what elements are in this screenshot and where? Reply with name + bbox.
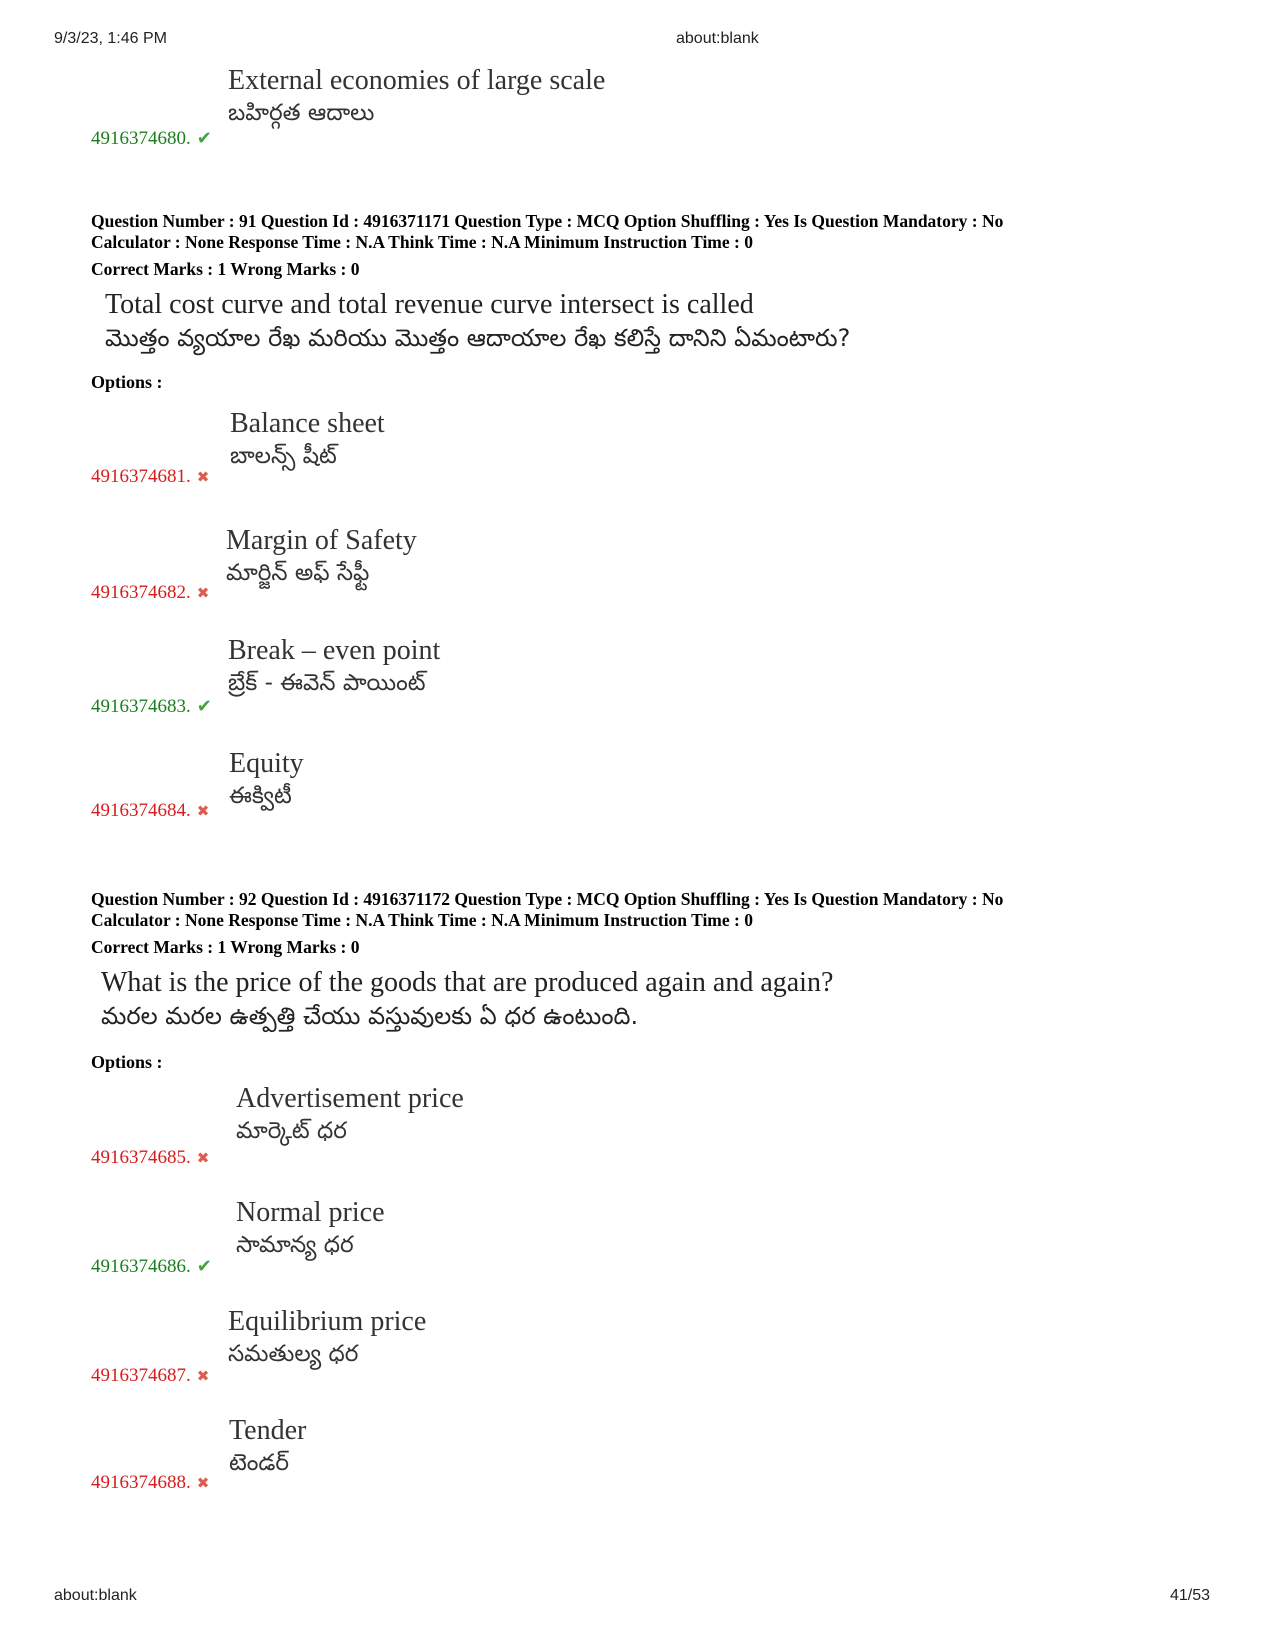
option-id-text: 4916374681. (91, 466, 191, 487)
option-id (91, 696, 212, 718)
option-id-text: 4916374685. (91, 1147, 191, 1168)
option-id (91, 466, 209, 488)
option-text-en: Break – even point (228, 635, 441, 666)
option-text-te: సమతుల్య ధర (228, 1341, 359, 1367)
option-block (236, 1196, 385, 1260)
option-text-te: టెండర్ (229, 1450, 290, 1476)
option-text-en: Margin of Safety (226, 525, 417, 556)
option-block (226, 524, 417, 588)
option-block (236, 1082, 464, 1146)
print-datetime: 9/3/23, 1:46 PM (54, 30, 167, 47)
option-text-te: ఈక్విటీ (229, 783, 292, 809)
cross-icon: ✖ (196, 802, 210, 820)
question-text (101, 966, 833, 1032)
question-meta-line1: Question Number : 91 Question Id : 4916371171 Question Type : MCQ Option Shuffling : Yes Is Question Mandatory : No (91, 211, 1004, 231)
option-id (91, 800, 209, 822)
cross-icon: ✖ (196, 584, 210, 602)
check-icon: ✔ (196, 128, 212, 149)
option-id-text: 4916374684. (91, 800, 191, 821)
option-id (91, 1472, 209, 1494)
option-block (230, 407, 385, 471)
option-id (91, 1256, 212, 1278)
option-text-en: External economies of large scale (228, 65, 606, 96)
option-id-text: 4916374682. (91, 582, 191, 603)
print-page-number: 41/53 (1170, 1587, 1211, 1604)
cross-icon: ✖ (196, 1474, 210, 1492)
option-text-te: మార్కెట్ ధర (236, 1118, 347, 1144)
question-meta-line2: Calculator : None Response Time : N.A Think Time : N.A Minimum Instruction Time : 0 (91, 910, 753, 930)
question-text-te: మొత్తం వ్యయాల రేఖ మరియు మొత్తం ఆదాయాల రేఖ కలిస్తే దానిని ఏమంటారు? (105, 324, 851, 352)
option-id (91, 128, 212, 150)
question-meta-line1: Question Number : 92 Question Id : 4916371172 Question Type : MCQ Option Shuffling : Yes Is Question Mandatory : No (91, 889, 1004, 909)
option-id-text: 4916374680. (91, 128, 191, 149)
option-text-en: Advertisement price (236, 1083, 464, 1114)
cross-icon: ✖ (196, 468, 210, 486)
option-block (228, 1305, 426, 1369)
print-title: about:blank (676, 30, 759, 47)
check-icon: ✔ (196, 1256, 212, 1277)
option-text-en: Normal price (236, 1197, 385, 1228)
print-footer-url: about:blank (54, 1587, 137, 1604)
question-marks: Correct Marks : 1 Wrong Marks : 0 (91, 937, 360, 957)
question-meta-line2: Calculator : None Response Time : N.A Think Time : N.A Minimum Instruction Time : 0 (91, 232, 753, 252)
question-text-te: మరల మరల ఉత్పత్తి చేయు వస్తువులకు ఏ ధర ఉంటుంది. (101, 1002, 639, 1030)
question-text-en: Total cost curve and total revenue curve intersect is called (105, 289, 754, 320)
option-text-en: Tender (229, 1415, 307, 1446)
options-label: Options : (91, 372, 163, 392)
options-label: Options : (91, 1052, 163, 1072)
option-id-text: 4916374687. (91, 1365, 191, 1386)
cross-icon: ✖ (196, 1367, 210, 1385)
check-icon: ✔ (196, 696, 212, 717)
question-meta (91, 211, 1003, 253)
question-text-en: What is the price of the goods that are produced again and again? (101, 967, 834, 998)
option-block (228, 634, 440, 698)
question-text (105, 288, 850, 354)
option-text-en: Balance sheet (230, 408, 385, 439)
option-text-te: బహిర్గత ఆదాలు (228, 100, 375, 126)
option-text-en: Equity (229, 748, 304, 779)
option-text-te: సామాన్య ధర (236, 1232, 354, 1258)
option-id-text: 4916374688. (91, 1472, 191, 1493)
option-id (91, 1365, 209, 1387)
option-id-text: 4916374686. (91, 1256, 191, 1277)
option-text-en: Equilibrium price (228, 1306, 427, 1337)
option-text-te: మార్జిన్ అఫ్ సేఫ్టీ (226, 560, 370, 586)
question-marks: Correct Marks : 1 Wrong Marks : 0 (91, 259, 360, 279)
option-block (229, 747, 304, 811)
option-text-te: బ్రేక్ - ఈవెన్ పాయింట్ (228, 670, 426, 696)
option-block (229, 1414, 306, 1478)
option-id (91, 1147, 209, 1169)
question-meta (91, 889, 1003, 931)
option-block (228, 64, 605, 128)
option-id (91, 582, 209, 604)
cross-icon: ✖ (196, 1149, 210, 1167)
option-id-text: 4916374683. (91, 696, 191, 717)
option-text-te: బాలన్స్ షీట్ (230, 443, 337, 469)
